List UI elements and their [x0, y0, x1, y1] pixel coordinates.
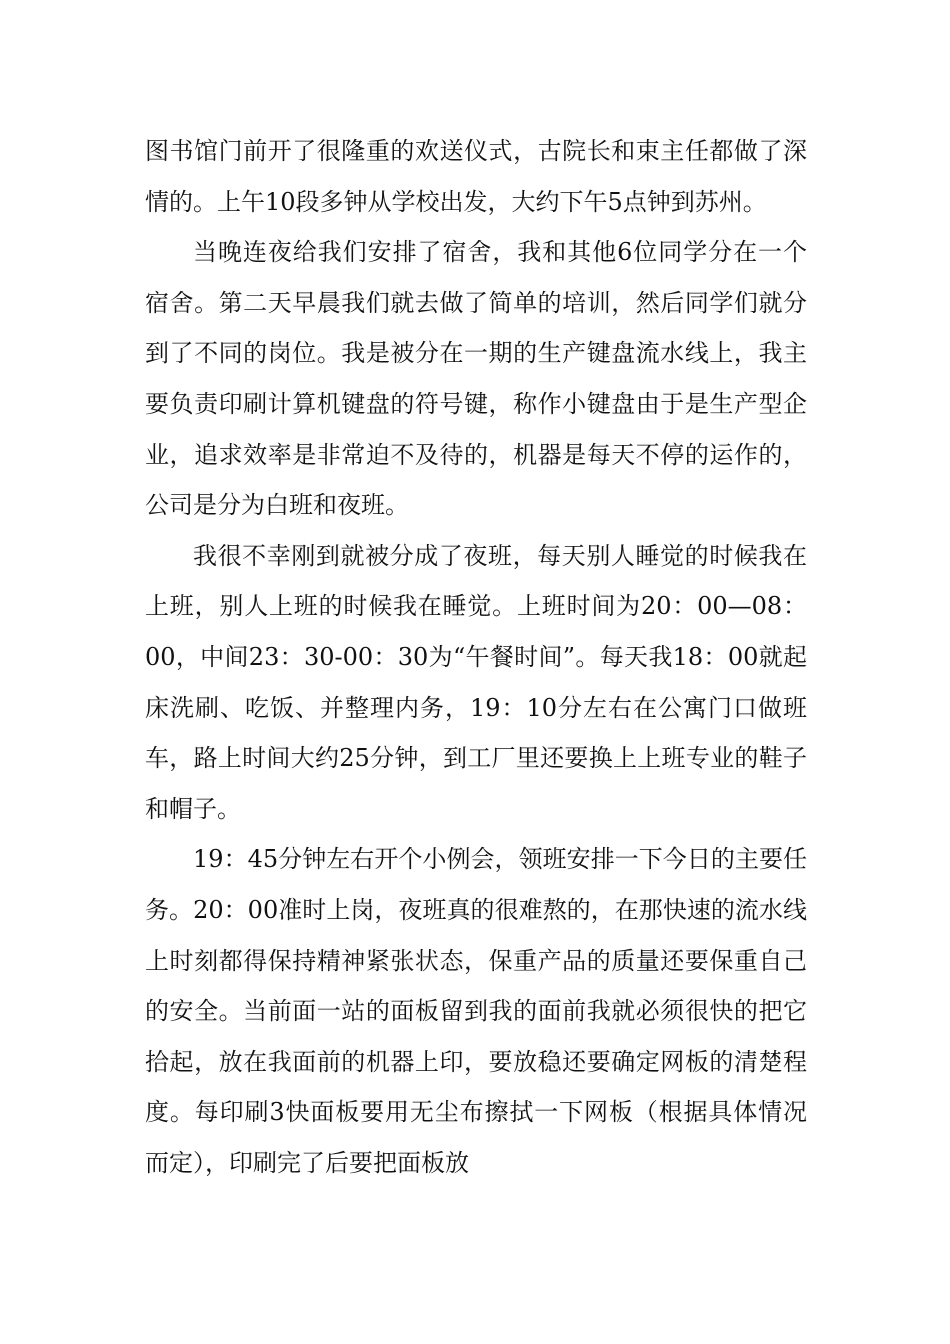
paragraph-1: 图书馆门前开了很隆重的欢送仪式，古院长和束主任都做了深情的。上午10段多钟从学校出发，大约下午5点钟到苏州。 [145, 137, 807, 216]
document-body [145, 126, 807, 1188]
paragraph-3: 我很不幸刚到就被分成了夜班，每天别人睡觉的时候我在上班，别人上班的时候我在睡觉。上班时间为20：00—08：00，中间23：30-00：30为“午餐时间”。每天我18：00就起床洗刷、吃饭、并整理内务，19：10分左右在公寓门口做班车，路上时间大约25分钟，到工厂里还要换上上班专业的鞋子和帽子。 [145, 541, 807, 823]
paragraph-4: 19：45分钟左右开个小例会，领班安排一下今日的主要任务。20：00准时上岗，夜班真的很难熬的，在那快速的流水线上时刻都得保持精神紧张状态，保重产品的质量还要保重自己的安全。当前面一站的面板留到我的面前我就必须很快的把它拾起，放在我面前的机器上印，要放稳还要确定网板的清楚程度。每印刷3快面板要用无尘布擦拭一下网板（根据具体情况而定），印刷完了后要把面板放 [145, 845, 807, 1177]
paragraph-2: 当晚连夜给我们安排了宿舍，我和其他6位同学分在一个宿舍。第二天早晨我们就去做了简单的培训，然后同学们就分到了不同的岗位。我是被分在一期的生产键盘流水线上，我主要负责印刷计算机键盘的符号键，称作小键盘由于是生产型企业，追求效率是非常迫不及待的，机器是每天不停的运作的，公司是分为白班和夜班。 [145, 238, 807, 520]
